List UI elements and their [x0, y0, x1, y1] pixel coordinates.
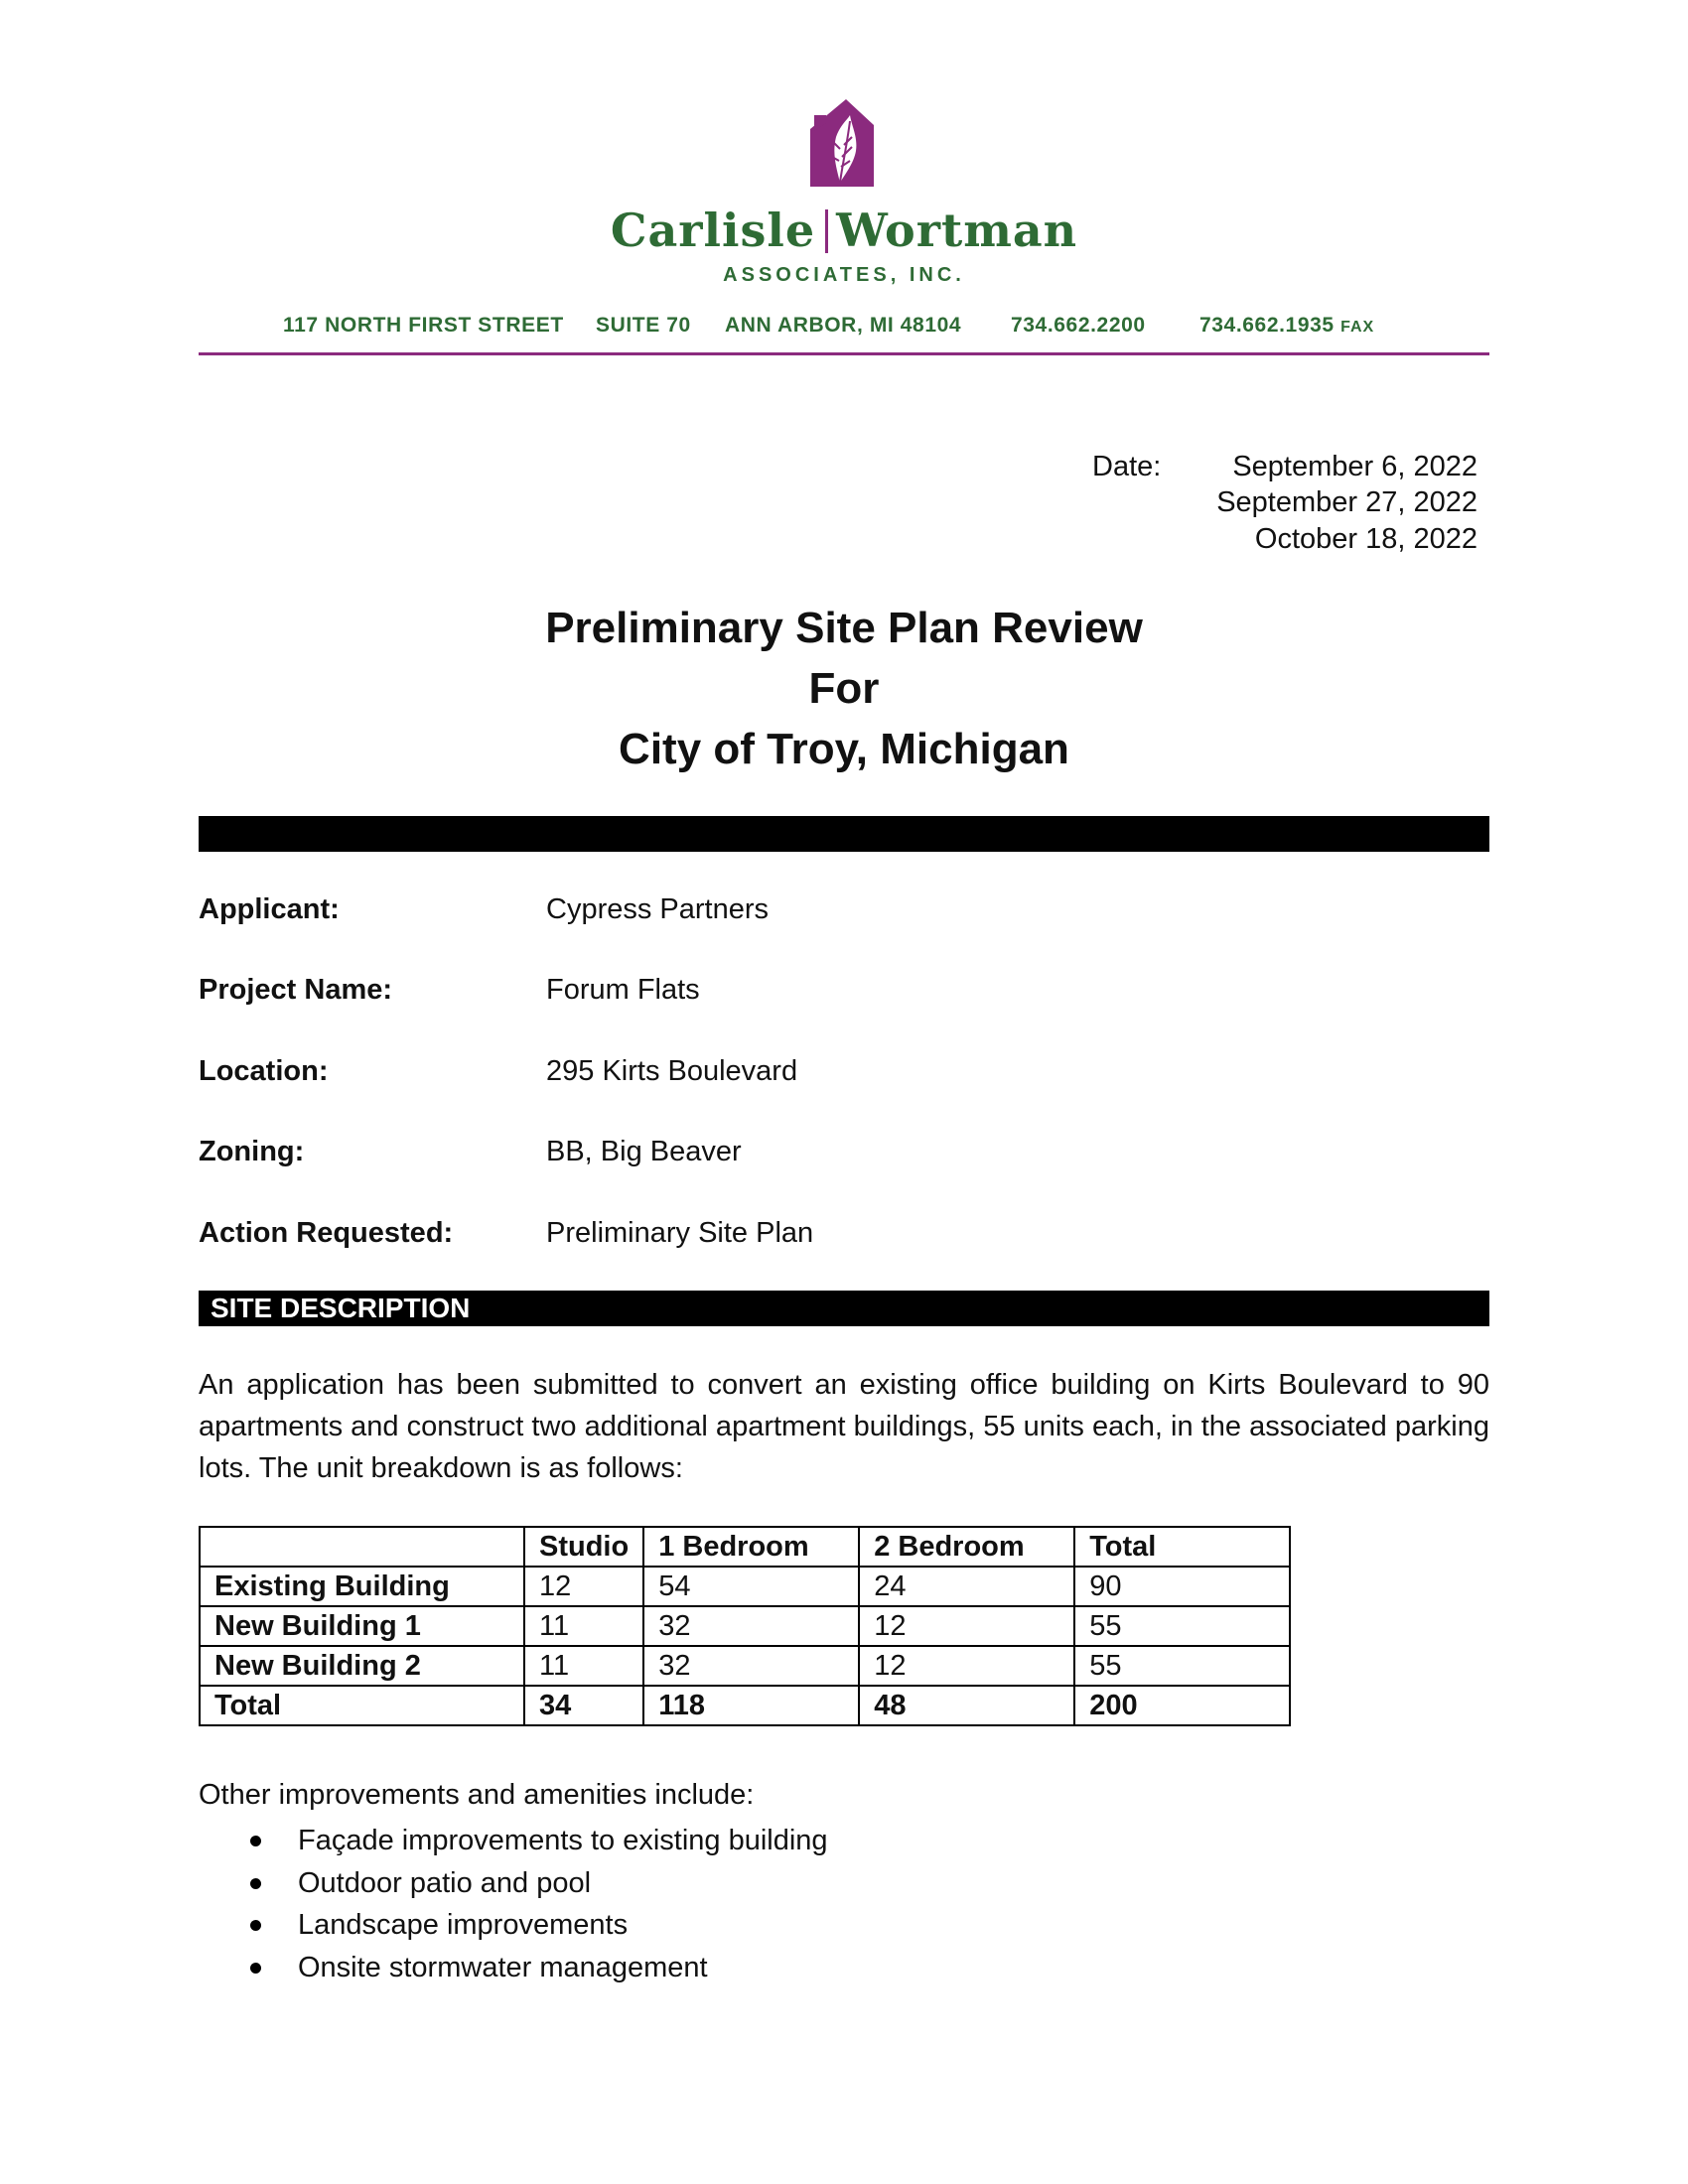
- project-name-label: Project Name:: [199, 974, 393, 1006]
- address-street: 117 NORTH FIRST STREET: [283, 314, 564, 337]
- firm-name-right: Wortman: [836, 204, 1078, 257]
- firm-name-separator: [825, 209, 828, 253]
- address-suite: SUITE 70: [596, 314, 691, 337]
- site-description-paragraph: An application has been submitted to convert an existing office building on Kirts Boulevard to 90 apartments and construct two additional apartment buildings, 55 units each, in the associated parking lots. The unit breakdown is as follows:: [199, 1369, 1489, 1484]
- table-row: [200, 1567, 1290, 1606]
- header-divider: [199, 352, 1489, 355]
- bullet-icon: [250, 1836, 261, 1846]
- table-header-cell: Studio: [524, 1527, 643, 1567]
- action-requested-label: Action Requested:: [199, 1217, 454, 1249]
- bullet-icon: [250, 1878, 261, 1889]
- table-cell: 12: [859, 1646, 1074, 1686]
- table-header-cell: [200, 1527, 524, 1567]
- list-item-text: Outdoor patio and pool: [298, 1866, 592, 1899]
- table-cell: 118: [643, 1686, 859, 1725]
- section-heading-site-description: SITE DESCRIPTION: [199, 1291, 1489, 1326]
- location-value: 295 Kirts Boulevard: [546, 1055, 798, 1087]
- bullet-icon: [250, 1963, 261, 1974]
- table-row-label: New Building 2: [200, 1646, 524, 1686]
- list-item-text: Onsite stormwater management: [298, 1951, 708, 1983]
- phone-number: 734.662.2200: [1011, 314, 1146, 337]
- table-header-cell: 1 Bedroom: [643, 1527, 859, 1567]
- table-row: [200, 1646, 1290, 1686]
- house-leaf-logo-icon: [806, 97, 878, 189]
- table-cell: 55: [1074, 1606, 1290, 1646]
- table-cell: 200: [1074, 1686, 1290, 1725]
- bullet-icon: [250, 1920, 261, 1931]
- date-value: September 6, 2022: [1232, 451, 1477, 482]
- list-item-text: Landscape improvements: [298, 1909, 629, 1941]
- list-item: [199, 1862, 828, 1905]
- table-row-label: New Building 1: [200, 1606, 524, 1646]
- table-header-cell: 2 Bedroom: [859, 1527, 1074, 1567]
- date-value: October 18, 2022: [1254, 523, 1477, 555]
- table-header-row: [200, 1527, 1290, 1567]
- date-label: Date:: [1092, 451, 1162, 482]
- table-cell: 11: [524, 1646, 643, 1686]
- address-city: ANN ARBOR, MI 48104: [725, 314, 962, 337]
- table-cell: 55: [1074, 1646, 1290, 1686]
- table-cell: 24: [859, 1567, 1074, 1606]
- action-requested-value: Preliminary Site Plan: [546, 1217, 814, 1249]
- table-cell: 11: [524, 1606, 643, 1646]
- table-cell: 12: [524, 1567, 643, 1606]
- date-value: September 27, 2022: [1216, 486, 1477, 518]
- amenities-list: [199, 1820, 828, 1988]
- table-cell: 90: [1074, 1567, 1290, 1606]
- fax-label: FAX: [1340, 319, 1375, 336]
- table-cell: 34: [524, 1686, 643, 1725]
- list-item: [199, 1904, 828, 1947]
- table-cell: 54: [643, 1567, 859, 1606]
- location-label: Location:: [199, 1055, 329, 1087]
- zoning-value: BB, Big Beaver: [546, 1136, 742, 1167]
- table-row: [200, 1606, 1290, 1646]
- unit-breakdown-table: [199, 1526, 1291, 1726]
- amenities-intro: Other improvements and amenities include:: [199, 1779, 755, 1811]
- list-item: [199, 1820, 828, 1862]
- project-name-value: Forum Flats: [546, 974, 700, 1006]
- fax-line: [1199, 314, 1374, 338]
- table-total-row: [200, 1686, 1290, 1725]
- fax-number: 734.662.1935: [1199, 314, 1335, 337]
- zoning-label: Zoning:: [199, 1136, 305, 1167]
- page-title: Preliminary Site Plan Review: [545, 604, 1143, 652]
- firm-name-left: Carlisle: [610, 204, 816, 257]
- table-cell: 32: [643, 1646, 859, 1686]
- table-row-label: Existing Building: [200, 1567, 524, 1606]
- table-row-label: Total: [200, 1686, 524, 1725]
- table-cell: 12: [859, 1606, 1074, 1646]
- applicant-label: Applicant:: [199, 893, 340, 925]
- table-cell: 32: [643, 1606, 859, 1646]
- list-item-text: Façade improvements to existing building: [298, 1825, 828, 1856]
- page-title-city: City of Troy, Michigan: [619, 725, 1069, 773]
- list-item: [199, 1947, 828, 1989]
- applicant-value: Cypress Partners: [546, 893, 770, 925]
- title-divider-bar: [199, 816, 1489, 852]
- firm-name: [447, 204, 1241, 257]
- firm-subtitle: ASSOCIATES, INC.: [723, 264, 965, 286]
- table-header-cell: Total: [1074, 1527, 1290, 1567]
- page-title-for: For: [808, 664, 880, 713]
- table-cell: 48: [859, 1686, 1074, 1725]
